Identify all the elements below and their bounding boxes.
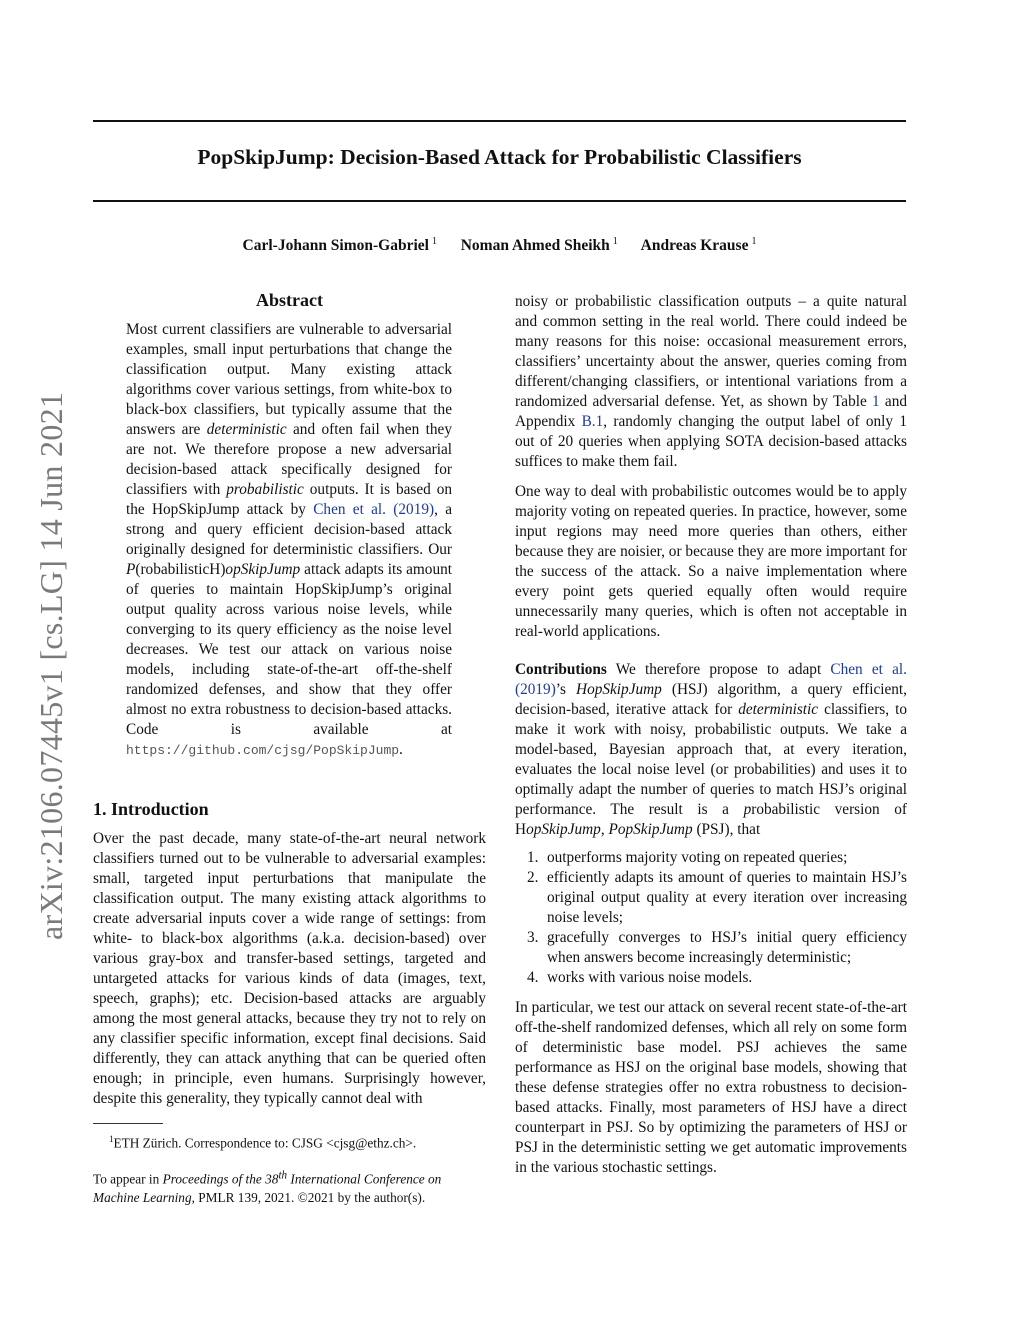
appendix-ref-link[interactable]: B.1 xyxy=(581,413,604,430)
arxiv-stamp: arXiv:2106.07445v1 [cs.LG] 14 Jun 2021 xyxy=(33,391,69,940)
title-rule-top xyxy=(93,120,906,122)
author-name: Andreas Krause xyxy=(640,237,749,255)
citation-link[interactable]: Chen et al. xyxy=(313,501,386,518)
paper-title: PopSkipJump: Decision-Based Attack for Probabilistic Classifiers xyxy=(197,145,802,169)
abstract-text: Most current classifiers are vulnerable to adversarial examples, small input perturbations that change the classification output. Many existing attack algorithms cover various settings, from white-box to black-box classifiers, but typically assume that the answers are deterministic and often fail when they are not. We therefore propose a new adversarial decision-based attack specifically designed for classifiers with probabilistic outputs. It is based on the HopSkipJump attack by Chen et al. (2019), a strong and query efficient decision-based attack originally designed for deterministic classifiers. Our P(robabilisticH)opSkipJump attack adapts its amount of queries to maintain HopSkipJump’s original output quality across various noise levels, while converging to its query efficiency as the noise level decreases. We test our attack on various noise models, including state-of-the-art off-the-shelf randomized defenses, and show that they offer almost no extra robustness to decision-based attacks. Code is available at https://github.com/cjsg/PopSkipJump. xyxy=(126,321,452,758)
author-affiliation: 1 xyxy=(431,236,437,247)
venue-note: To appear in Proceedings of the 38th International Conference on Machine Learning, PMLR 139, 2021. ©2021 by the author(s). xyxy=(93,1169,442,1205)
contributions-list xyxy=(515,848,907,988)
section-heading-introduction: 1. Introduction xyxy=(93,799,209,819)
author-affiliation: 1 xyxy=(612,236,618,247)
intro-paragraph: Over the past decade, many state-of-the-art neural network classifiers turned out to be vulnerable to adversarial examples: small, targeted input perturbations that manipulate the classification output. The many existing attack algorithms to create adversarial inputs cover a wide range of settings: from white- to black-box algorithms (a.k.a. decision-based) over various gray-box and transfer-based settings, targeted and untargeted attacks for various kinds of data (images, text, speech, graphs); etc. Decision-based attacks are arguably among the most general attacks, because they try not to rely on any classifier specific information, except final decisions. Said differently, they can attack anything that can be queried often enough; in principle, even humans. Surprisingly however, despite this generality, they typically cannot deal with xyxy=(93,830,486,1107)
left-column xyxy=(93,290,486,1207)
abstract-body xyxy=(93,320,486,761)
right-column xyxy=(515,292,907,1178)
footnote-rule xyxy=(93,1123,163,1124)
table-ref-link[interactable]: 1 xyxy=(872,393,880,410)
list-item: 2. efficiently adapts its amount of queries to maintain HSJ’s original output quality at every iteration over increasing noise levels; xyxy=(527,869,907,926)
author-name: Carl-Johann Simon-Gabriel xyxy=(242,237,429,255)
footnote: $^1$ETH Zürich. Correspondence to: CJSG <cjsg@ethz.ch>. xyxy=(109,1134,417,1151)
author-affiliation: 1 xyxy=(751,236,757,247)
abstract-heading: Abstract xyxy=(256,290,323,310)
title-rule-bottom xyxy=(93,200,906,202)
citation-link[interactable]: Chen et al. xyxy=(830,661,908,678)
list-item: 1. outperforms majority voting on repeated queries; xyxy=(527,849,848,866)
contributions-label: Contributions xyxy=(515,661,607,678)
list-item: 3. gracefully converges to HSJ’s initial query efficiency when answers become increasingly deterministic; xyxy=(527,929,907,966)
body-paragraph: In particular, we test our attack on several recent state-of-the-art off-the-shelf randomized defenses, which all rely on some form of deterministic base model. PSJ achieves the same performance as HSJ on the original base models, showing that these defense strategies offer no extra robustness to decision-based attacks. Finally, most parameters of HSJ have a direct counterpart in PSJ. So by optimizing the parameters of HSJ or PSJ in the deterministic setting we get automatic improvements in the various stochastic settings. xyxy=(515,999,907,1176)
body-paragraph: One way to deal with probabilistic outcomes would be to apply majority voting on repeated queries. In practice, however, some input regions may need more queries than others, either because they are noisier, or because they are more important for the success of the attack. So a naive implementation where every point gets queried equally often would require unnecessarily many queries, which is often not acceptable in real-world applications. xyxy=(515,483,907,640)
code-url-link[interactable]: https://github.com/cjsg/PopSkipJump xyxy=(126,743,400,758)
body-paragraph: noisy or probabilistic classification outputs – a quite natural and common setting in the real world. There could indeed be many reasons for this noise: occasional measurement errors, classifiers’ uncertainty about the answer, queries coming from different/changing classifiers, or intentional variations from a randomized adversarial defense. Yet, as shown by Table 1 and Appendix B.1, randomly changing the output label of only 1 out of 20 queries when applying SOTA decision-based attacks suffices to make them fail. xyxy=(515,293,907,470)
list-item: 4. works with various noise models. xyxy=(527,969,753,986)
author-list xyxy=(93,236,906,255)
citation-year-link[interactable]: (2019) xyxy=(393,501,435,518)
citation-year-link[interactable]: (2019) xyxy=(515,681,556,698)
contributions-paragraph: Contributions We therefore propose to adapt Chen et al. (2019)’s HopSkipJump (HSJ) algorithm, a query efficient, decision-based, iterative attack for deterministic classifiers, to make it work with noisy, probabilistic outputs. We take a model-based, Bayesian approach that, at every iteration, evaluates the local noise level (or probabilities) and uses it to optimally adapt the number of queries to match HSJ’s original performance. The result is a probabilistic version of HopSkipJump, PopSkipJump (PSJ), that xyxy=(515,661,908,838)
author-name: Noman Ahmed Sheikh xyxy=(460,237,610,255)
